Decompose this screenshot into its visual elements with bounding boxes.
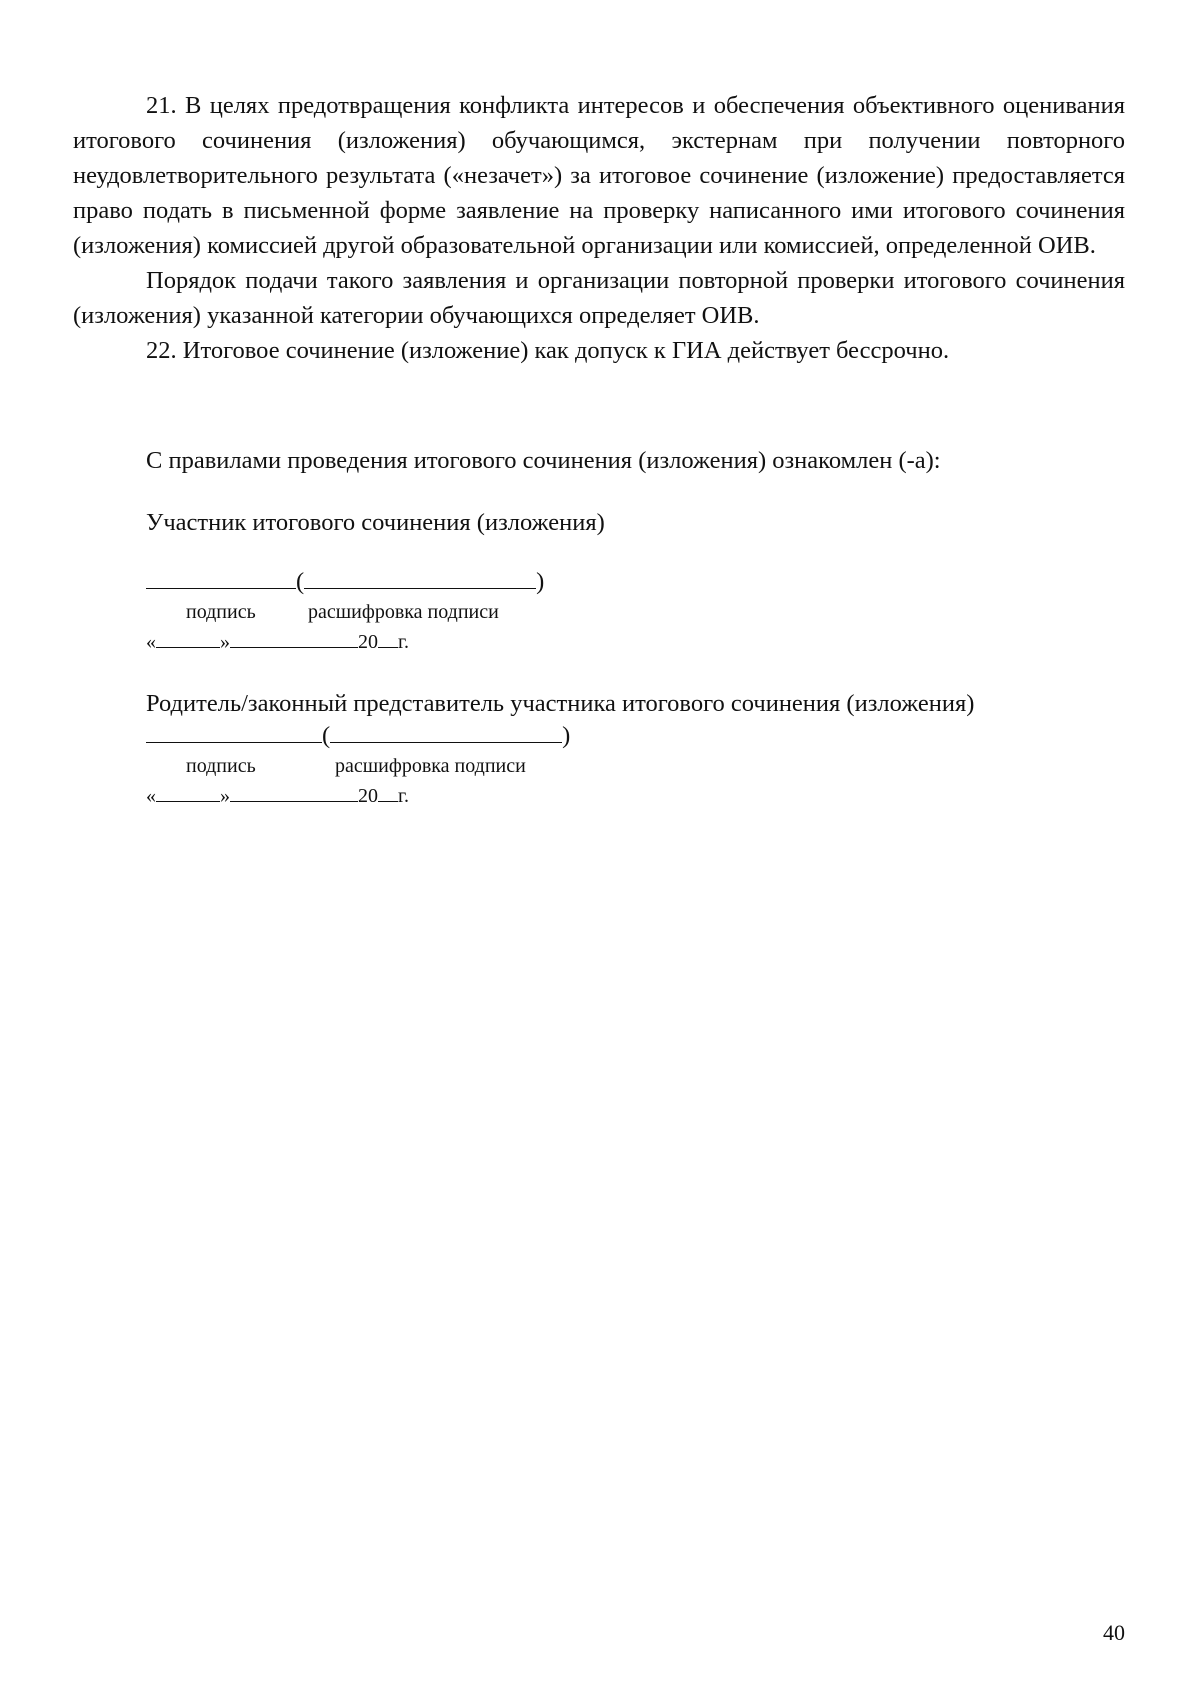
day-blank xyxy=(156,631,220,648)
year-blank xyxy=(378,631,398,648)
parent-signature-blank xyxy=(146,720,322,743)
parent-signature-caption: подпись xyxy=(186,755,256,777)
month-blank xyxy=(230,785,358,802)
paren-open: ( xyxy=(296,568,305,595)
parent-decode-caption: расшифровка подписи xyxy=(335,755,526,777)
parent-heading: Родитель/законный представитель участника итогового сочинения (изложения) xyxy=(146,690,975,717)
paren-close: ) xyxy=(536,568,545,595)
paren-open: ( xyxy=(322,722,331,749)
participant-signature-caption: подпись xyxy=(186,601,256,623)
rules-body xyxy=(73,88,1125,368)
month-blank xyxy=(230,631,358,648)
participant-signature-line xyxy=(146,566,544,597)
paragraph-22: 22. Итоговое сочинение (изложение) как допуск к ГИА действует бессрочно. xyxy=(146,337,950,364)
year-blank xyxy=(378,785,398,802)
parent-decode-blank xyxy=(330,720,562,743)
participant-heading: Участник итогового сочинения (изложения) xyxy=(146,509,605,536)
page-number: 40 xyxy=(1103,1620,1125,1645)
paren-close: ) xyxy=(562,722,571,749)
parent-date-line: « » 20 г. xyxy=(146,785,409,807)
parent-signature-line xyxy=(146,720,570,751)
participant-decode-caption: расшифровка подписи xyxy=(308,601,499,623)
paragraph-21-procedure: Порядок подачи такого заявления и организации повторной проверки итогового сочинения (изложения) указанной категории обучающихся определяет ОИВ. xyxy=(73,267,1125,329)
participant-date-line: « » 20 г. xyxy=(146,631,409,653)
day-blank xyxy=(156,785,220,802)
paragraph-21: 21. В целях предотвращения конфликта интересов и обеспечения объективного оценивания итогового сочинения (изложения) обучающимся, экстернам при получении повторного неудовлетворительного результата («незачет») за итоговое сочинение (изложение) предоставляется право подать в письменной форме заявление на проверку написанного ими итогового сочинения (изложения) комиссией другой образовательной организации или комиссией, определенной ОИВ. xyxy=(73,92,1125,259)
participant-signature-blank xyxy=(146,566,296,589)
participant-decode-blank xyxy=(304,566,536,589)
acknowledgement-text: С правилами проведения итогового сочинения (изложения) ознакомлен (-а): xyxy=(146,447,941,474)
